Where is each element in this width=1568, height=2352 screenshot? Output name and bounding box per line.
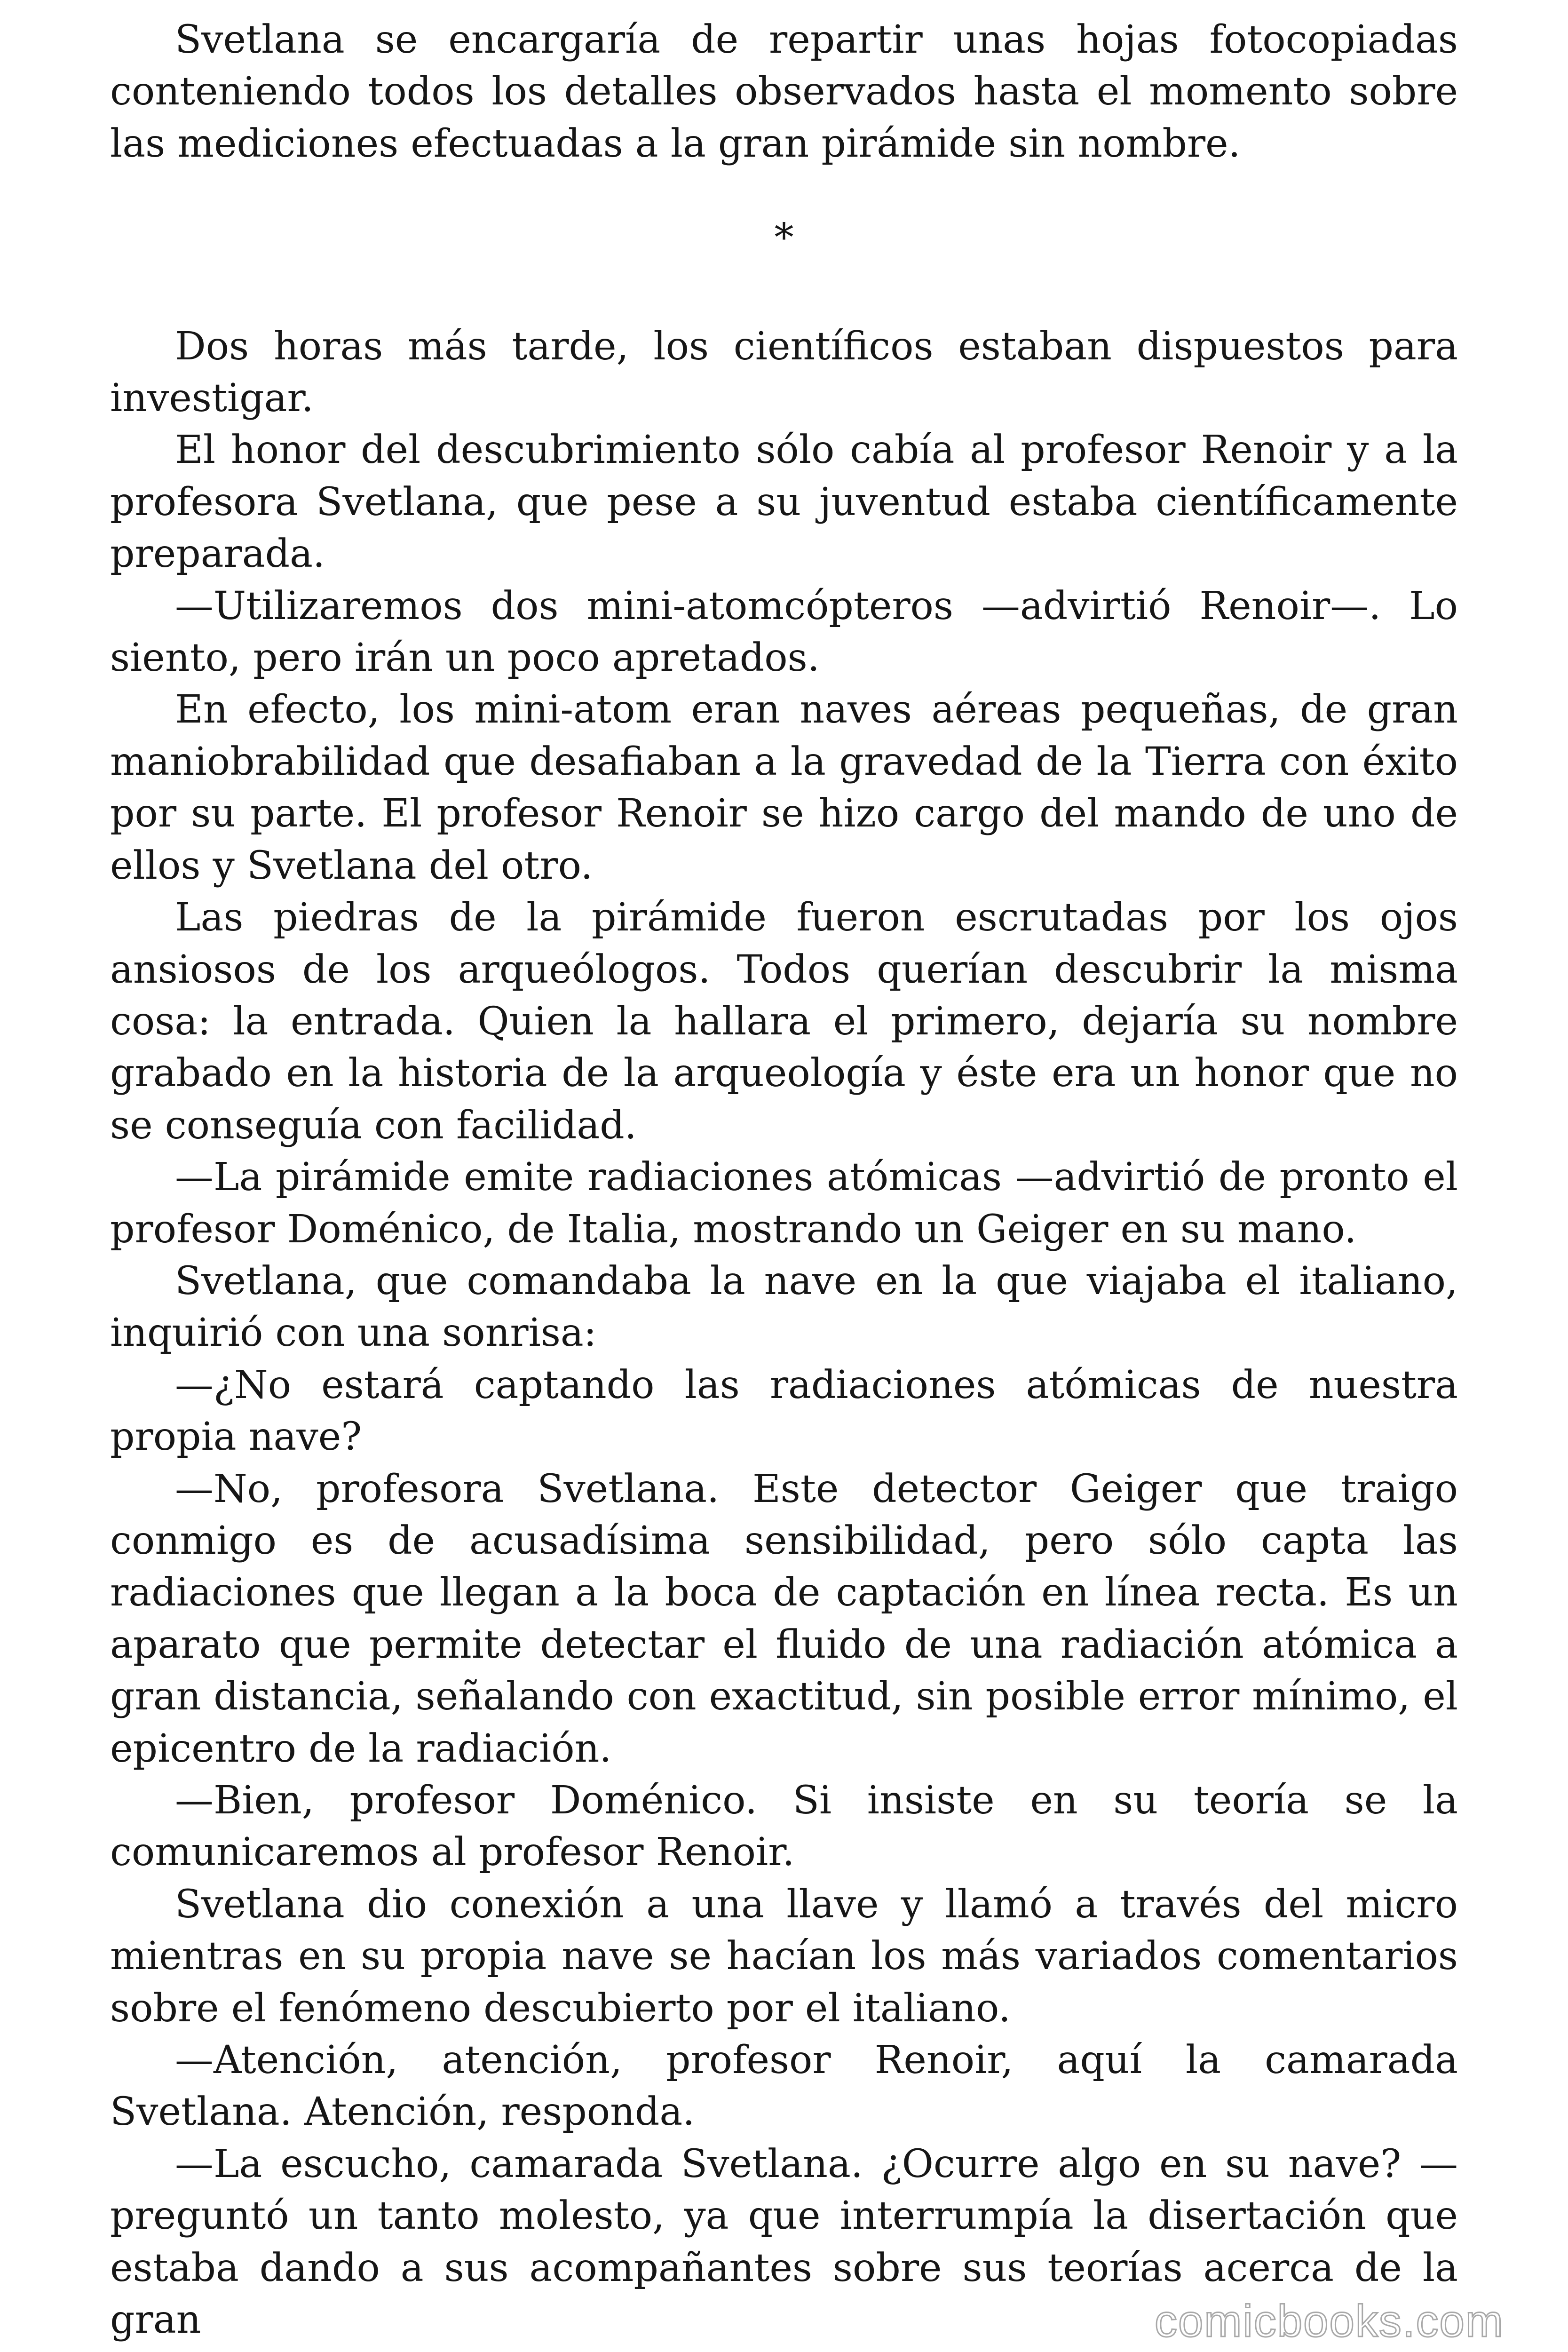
section-separator: * xyxy=(774,215,794,261)
dialogue-paragraph: —¿No estará captando las radiaciones atómicas de nuestra propia nave? xyxy=(110,1362,1458,1460)
dialogue-paragraph: —Atención, atención, profesor Renoir, aquí la camarada Svetlana. Atención, responda. xyxy=(110,2038,1458,2135)
paragraph: Dos horas más tarde, los científicos estaban dispuestos para investigar. xyxy=(110,324,1458,421)
dialogue-paragraph: —Bien, profesor Doménico. Si insiste en su teoría se la comunicaremos al profesor Renoir. xyxy=(110,1778,1458,1875)
paragraph: En efecto, los mini-atom eran naves aéreas pequeñas, de gran maniobrabilidad que desafiaban a la gravedad de la Tierra con éxito por su parte. El profesor Renoir se hizo cargo del mando de uno de ellos y Svetlana del otro. xyxy=(110,687,1458,888)
paragraph: Las piedras de la pirámide fueron escrutadas por los ojos ansiosos de los arqueólogos. Todos querían descubrir la misma cosa: la entrada. Quien la hallara el primero, dejaría su nombre grabado en la historia de la arqueología y éste era un honor que no se conseguía con facilidad. xyxy=(110,895,1458,1148)
dialogue-paragraph: —La pirámide emite radiaciones atómicas —advirtió de pronto el profesor Doménico, de Italia, mostrando un Geiger en su mano. xyxy=(110,1155,1458,1252)
paragraph: Svetlana dio conexión a una llave y llamó a través del micro mientras en su propia nave se hacían los más variados comentarios sobre el fenómeno descubierto por el italiano. xyxy=(110,1882,1458,2031)
paragraph: El honor del descubrimiento sólo cabía al profesor Renoir y a la profesora Svetlana, que pese a su juventud estaba científicamente preparada. xyxy=(110,428,1458,577)
dialogue-paragraph: —No, profesora Svetlana. Este detector Geiger que traigo conmigo es de acusadísima sensibilidad, pero sólo capta las radiaciones que llegan a la boca de captación en línea recta. Es un aparato que permite detectar el fluido de una radiación atómica a gran distancia, señalando con exactitud, sin posible error mínimo, el epicentro de la radiación. xyxy=(110,1466,1458,1771)
dialogue-paragraph: —Utilizaremos dos mini-atomcópteros —advirtió Renoir—. Lo siento, pero irán un poco apretados. xyxy=(110,583,1458,681)
watermark: comicbooks.com xyxy=(1155,2296,1504,2346)
dialogue-paragraph: —La escucho, camarada Svetlana. ¿Ocurre algo en su nave? —preguntó un tanto molesto, ya que interrumpía la disertación que estaba dando a sus acompañantes sobre sus teorías acerca de la gran xyxy=(110,2141,1458,2343)
page-text xyxy=(110,14,1458,2346)
paragraph-intro: Svetlana se encargaría de repartir unas hojas fotocopiadas conteniendo todos los detalles observados hasta el momento sobre las mediciones efectuadas a la gran pirámide sin nombre. xyxy=(110,17,1458,166)
paragraph: Svetlana, que comandaba la nave en la que viajaba el italiano, inquirió con una sonrisa: xyxy=(110,1258,1458,1356)
